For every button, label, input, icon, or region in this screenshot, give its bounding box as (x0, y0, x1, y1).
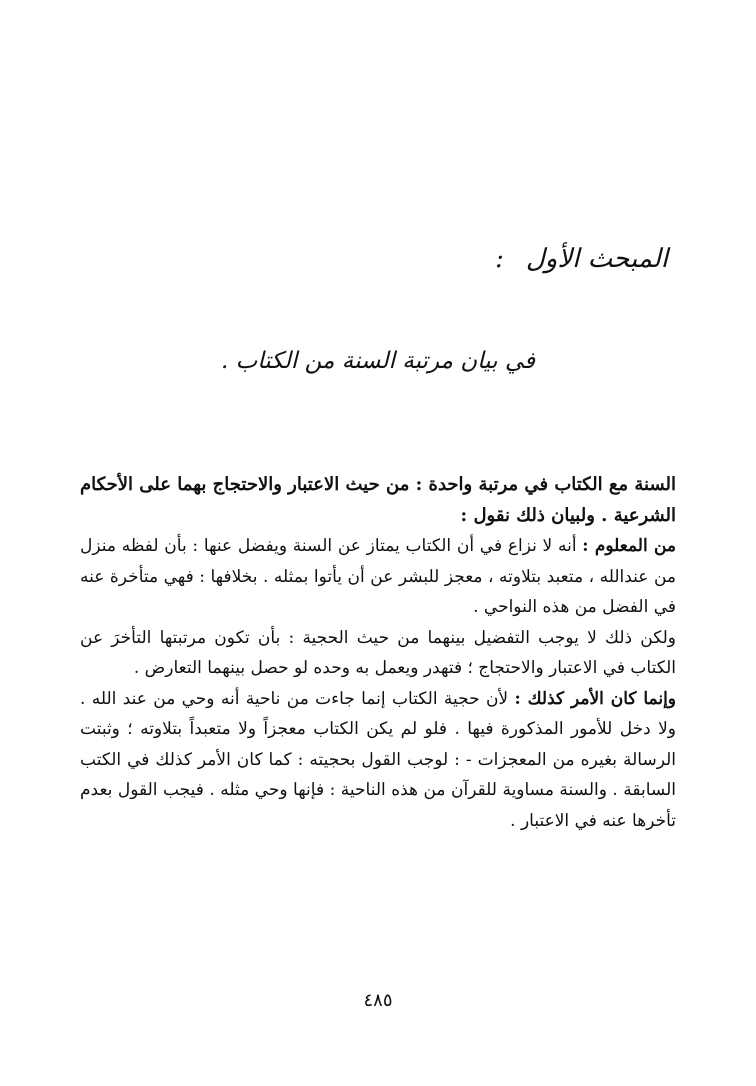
section-heading-text: المبحث الأول (525, 244, 668, 274)
paragraph-3-text: لأن حجية الكتاب إنما جاءت من ناحية أنه وحي من عند الله . ولا دخل للأمور المذكورة فيها . فلو لم يكن الكتاب معجزاً ولا متعبداً بتلاوته ؛ وثبتت الرسالة بغيره من المعجزات - : لوجب القول بحجيته : كما كان الأمر كذلك في الكتب السابقة . والسنة مساوية للقرآن من هذه الناحية : فإنها وحي مثله . فيجب القول بعدم تأخرها عنه في الاعتبار . (80, 688, 676, 831)
paragraph-3-lead: وإنما كان الأمر كذلك : (514, 688, 676, 709)
paragraph-2 (80, 623, 676, 684)
section-heading-colon: : (495, 244, 504, 274)
section-subtitle: في بيان مرتبة السنة من الكتاب . (221, 348, 535, 374)
section-heading (495, 244, 668, 274)
page-number: ٤٨٥ (363, 990, 393, 1011)
paragraph-1-text: أنه لا نزاع في أن الكتاب يمتاز عن السنة ويفضل عنها : بأن لفظه منزل من عندالله ، متعبد بتلاوته ، معجز للبشر عن أن يأتوا بمثله . بخلافها : فهي متأخرة عنه في الفضل من هذه النواحي . (80, 536, 676, 617)
intro-paragraph: السنة مع الكتاب في مرتبة واحدة : من حيث الاعتبار والاحتجاج بهما على الأحكام الشرعية . ولبيان ذلك نقول : (80, 474, 676, 526)
paragraph-1-lead: من المعلوم : (582, 536, 676, 556)
paragraph-3 (80, 684, 676, 837)
paragraph-2-text: ولكن ذلك لا يوجب التفضيل بينهما من حيث الحجية : بأن تكون مرتبتها التأخرَ عن الكتاب في الاعتبار والاحتجاج ؛ فتهدر ويعمل به وحده لو حصل بينهما التعارض . (80, 627, 676, 678)
body-text (80, 470, 676, 836)
paragraph-1 (80, 531, 676, 623)
